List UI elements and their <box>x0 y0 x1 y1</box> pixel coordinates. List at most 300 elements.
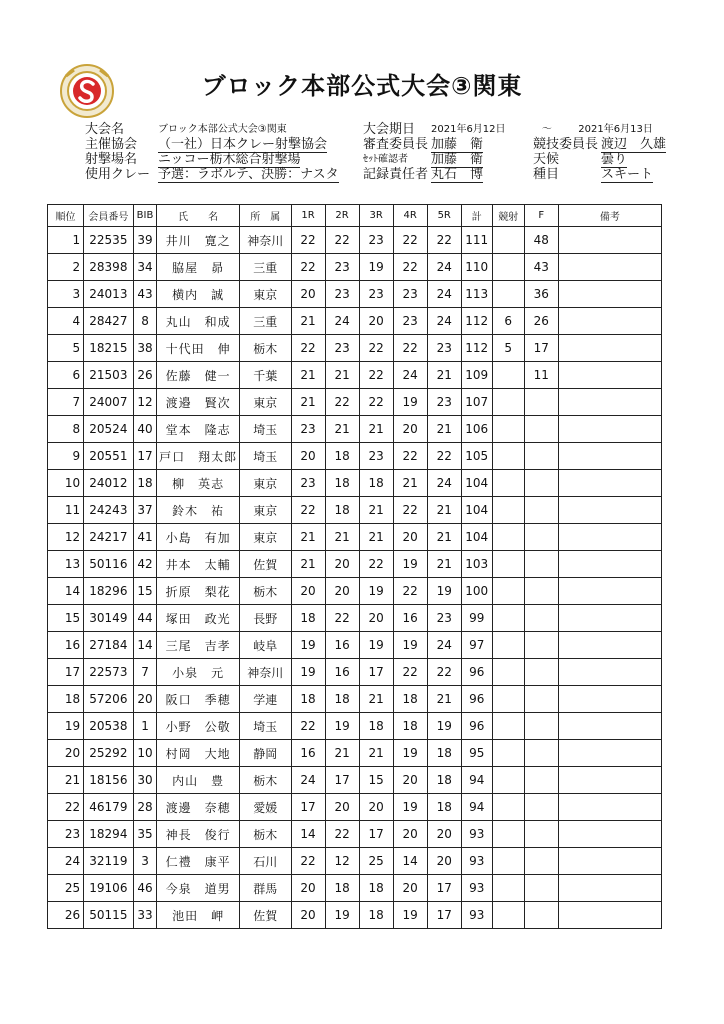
member-number-cell: 57206 <box>84 686 134 713</box>
round-4-cell: 22 <box>393 254 427 281</box>
total-cell: 100 <box>461 578 492 605</box>
total-cell: 110 <box>461 254 492 281</box>
round-5-cell: 20 <box>427 821 461 848</box>
name-cell: 仁禮 康平 <box>157 848 240 875</box>
bib-cell: 44 <box>133 605 157 632</box>
total-cell: 105 <box>461 443 492 470</box>
total-cell: 97 <box>461 632 492 659</box>
round-1-cell: 16 <box>291 740 325 767</box>
affiliation-cell: 三重 <box>239 308 291 335</box>
bib-cell: 7 <box>133 659 157 686</box>
round-3-cell: 21 <box>359 416 393 443</box>
bib-cell: 41 <box>133 524 157 551</box>
table-row <box>48 767 662 794</box>
final-cell <box>524 578 558 605</box>
round-1-cell: 20 <box>291 875 325 902</box>
round-2-cell: 18 <box>325 443 359 470</box>
name-cell: 渡邊 奈穂 <box>157 794 240 821</box>
final-cell <box>524 470 558 497</box>
shootoff-cell: 6 <box>492 308 524 335</box>
remarks-cell <box>558 470 661 497</box>
round-3-cell: 20 <box>359 794 393 821</box>
shootoff-cell <box>492 686 524 713</box>
bib-cell: 39 <box>133 227 157 254</box>
round-4-cell: 20 <box>393 767 427 794</box>
remarks-cell <box>558 740 661 767</box>
total-cell: 93 <box>461 902 492 929</box>
round-4-cell: 21 <box>393 470 427 497</box>
affiliation-cell: 神奈川 <box>239 659 291 686</box>
round-3-cell: 21 <box>359 686 393 713</box>
info-label: 射撃場名 <box>85 152 138 167</box>
remarks-cell <box>558 308 661 335</box>
remarks-cell <box>558 416 661 443</box>
total-cell: 112 <box>461 308 492 335</box>
remarks-cell <box>558 254 661 281</box>
round-5-cell: 24 <box>427 254 461 281</box>
shootoff-cell <box>492 875 524 902</box>
affiliation-cell: 埼玉 <box>239 713 291 740</box>
round-5-cell: 17 <box>427 902 461 929</box>
remarks-cell <box>558 281 661 308</box>
table-row <box>48 902 662 929</box>
final-cell <box>524 821 558 848</box>
round-4-cell: 19 <box>393 389 427 416</box>
member-number-cell: 24243 <box>84 497 134 524</box>
shootoff-cell <box>492 227 524 254</box>
round-2-cell: 19 <box>325 902 359 929</box>
remarks-cell <box>558 902 661 929</box>
round-3-cell: 21 <box>359 497 393 524</box>
affiliation-cell: 学連 <box>239 686 291 713</box>
round-1-cell: 22 <box>291 335 325 362</box>
name-cell: 小島 有加 <box>157 524 240 551</box>
bib-cell: 14 <box>133 632 157 659</box>
round-4-cell: 22 <box>393 443 427 470</box>
round-3-cell: 20 <box>359 605 393 632</box>
table-row <box>48 632 662 659</box>
info-label: 大会名 <box>85 122 125 137</box>
rank-cell: 25 <box>48 875 84 902</box>
round-5-cell: 23 <box>427 335 461 362</box>
round-1-cell: 20 <box>291 281 325 308</box>
rank-cell: 22 <box>48 794 84 821</box>
round-2-cell: 22 <box>325 227 359 254</box>
final-cell <box>524 875 558 902</box>
header-affiliation: 所 属 <box>239 205 291 227</box>
info-right-values <box>601 137 666 182</box>
info-label: 種目 <box>533 167 560 182</box>
rank-cell: 11 <box>48 497 84 524</box>
round-5-cell: 24 <box>427 281 461 308</box>
remarks-cell <box>558 875 661 902</box>
affiliation-cell: 栃木 <box>239 767 291 794</box>
final-cell <box>524 740 558 767</box>
round-1-cell: 24 <box>291 767 325 794</box>
total-cell: 112 <box>461 335 492 362</box>
info-label: 記録責任者 <box>363 167 429 182</box>
round-5-cell: 17 <box>427 875 461 902</box>
shootoff-cell <box>492 551 524 578</box>
round-4-cell: 19 <box>393 740 427 767</box>
organizer: （一社）日本クレー射撃協会 <box>158 137 328 152</box>
table-row <box>48 659 662 686</box>
round-1-cell: 23 <box>291 470 325 497</box>
table-row <box>48 686 662 713</box>
table-row <box>48 794 662 821</box>
rank-cell: 7 <box>48 389 84 416</box>
header-round-5: 5R <box>427 205 461 227</box>
rank-cell: 8 <box>48 416 84 443</box>
total-cell: 104 <box>461 497 492 524</box>
affiliation-cell: 埼玉 <box>239 443 291 470</box>
round-4-cell: 24 <box>393 362 427 389</box>
affiliation-cell: 栃木 <box>239 578 291 605</box>
rank-cell: 6 <box>48 362 84 389</box>
round-2-cell: 18 <box>325 875 359 902</box>
round-5-cell: 21 <box>427 416 461 443</box>
remarks-cell <box>558 794 661 821</box>
total-cell: 96 <box>461 686 492 713</box>
member-number-cell: 50116 <box>84 551 134 578</box>
round-2-cell: 20 <box>325 551 359 578</box>
round-1-cell: 22 <box>291 497 325 524</box>
table-row <box>48 821 662 848</box>
info-left-labels <box>85 122 150 182</box>
bib-cell: 15 <box>133 578 157 605</box>
round-2-cell: 22 <box>325 605 359 632</box>
round-5-cell: 22 <box>427 227 461 254</box>
shootoff-cell <box>492 281 524 308</box>
member-number-cell: 22573 <box>84 659 134 686</box>
round-1-cell: 23 <box>291 416 325 443</box>
round-3-cell: 23 <box>359 443 393 470</box>
table-header-row <box>48 205 662 227</box>
round-3-cell: 19 <box>359 578 393 605</box>
round-5-cell: 18 <box>427 767 461 794</box>
remarks-cell <box>558 335 661 362</box>
total-cell: 99 <box>461 605 492 632</box>
jury-chair: 加藤 衛 <box>431 137 484 152</box>
bib-cell: 33 <box>133 902 157 929</box>
bib-cell: 17 <box>133 443 157 470</box>
rank-cell: 4 <box>48 308 84 335</box>
round-1-cell: 17 <box>291 794 325 821</box>
round-1-cell: 22 <box>291 848 325 875</box>
table-row <box>48 605 662 632</box>
round-5-cell: 21 <box>427 551 461 578</box>
name-cell: 井本 太輔 <box>157 551 240 578</box>
round-5-cell: 22 <box>427 443 461 470</box>
date-separator: ～ <box>541 124 552 135</box>
table-row <box>48 335 662 362</box>
affiliation-cell: 東京 <box>239 497 291 524</box>
date-start: 2021年6月12日 <box>431 124 506 135</box>
round-2-cell: 19 <box>325 713 359 740</box>
final-cell <box>524 713 558 740</box>
round-1-cell: 22 <box>291 227 325 254</box>
round-5-cell: 24 <box>427 308 461 335</box>
round-3-cell: 18 <box>359 902 393 929</box>
round-3-cell: 18 <box>359 875 393 902</box>
round-5-cell: 19 <box>427 713 461 740</box>
total-cell: 96 <box>461 659 492 686</box>
affiliation-cell: 栃木 <box>239 335 291 362</box>
record-keeper: 丸石 博 <box>431 167 484 182</box>
header-round-1: 1R <box>291 205 325 227</box>
shootoff-cell <box>492 362 524 389</box>
remarks-cell <box>558 767 661 794</box>
round-4-cell: 22 <box>393 578 427 605</box>
round-2-cell: 18 <box>325 497 359 524</box>
remarks-cell <box>558 713 661 740</box>
round-2-cell: 12 <box>325 848 359 875</box>
rank-cell: 23 <box>48 821 84 848</box>
round-5-cell: 18 <box>427 740 461 767</box>
shootoff-cell <box>492 794 524 821</box>
round-3-cell: 17 <box>359 821 393 848</box>
round-3-cell: 22 <box>359 389 393 416</box>
member-number-cell: 21503 <box>84 362 134 389</box>
round-1-cell: 21 <box>291 308 325 335</box>
results-table <box>47 204 662 929</box>
date-end: 2021年6月13日 <box>578 124 653 135</box>
round-2-cell: 20 <box>325 794 359 821</box>
round-1-cell: 21 <box>291 389 325 416</box>
name-cell: 脇屋 昴 <box>157 254 240 281</box>
rank-cell: 17 <box>48 659 84 686</box>
total-cell: 94 <box>461 794 492 821</box>
round-4-cell: 23 <box>393 281 427 308</box>
table-row <box>48 524 662 551</box>
round-4-cell: 18 <box>393 713 427 740</box>
table-row <box>48 308 662 335</box>
member-number-cell: 20551 <box>84 443 134 470</box>
header-round-4: 4R <box>393 205 427 227</box>
total-cell: 93 <box>461 848 492 875</box>
rank-cell: 14 <box>48 578 84 605</box>
name-cell: 堂本 隆志 <box>157 416 240 443</box>
total-cell: 104 <box>461 524 492 551</box>
total-cell: 93 <box>461 875 492 902</box>
bib-cell: 40 <box>133 416 157 443</box>
round-5-cell: 24 <box>427 632 461 659</box>
member-number-cell: 24217 <box>84 524 134 551</box>
name-cell: 十代田 伸 <box>157 335 240 362</box>
name-cell: 阪口 季穂 <box>157 686 240 713</box>
round-2-cell: 22 <box>325 821 359 848</box>
bib-cell: 35 <box>133 821 157 848</box>
round-4-cell: 22 <box>393 335 427 362</box>
name-cell: 折原 梨花 <box>157 578 240 605</box>
remarks-cell <box>558 524 661 551</box>
event-name: ブロック本部公式大会③関東 <box>158 124 287 135</box>
final-cell <box>524 767 558 794</box>
bib-cell: 30 <box>133 767 157 794</box>
affiliation-cell: 愛媛 <box>239 794 291 821</box>
round-4-cell: 22 <box>393 227 427 254</box>
header-remarks: 備考 <box>558 205 661 227</box>
rank-cell: 24 <box>48 848 84 875</box>
table-row <box>48 470 662 497</box>
affiliation-cell: 三重 <box>239 254 291 281</box>
final-cell <box>524 389 558 416</box>
name-cell: 小野 公敬 <box>157 713 240 740</box>
rank-cell: 10 <box>48 470 84 497</box>
competition-chair: 渡辺 久雄 <box>601 137 667 152</box>
name-cell: 神長 俊行 <box>157 821 240 848</box>
round-5-cell: 23 <box>427 605 461 632</box>
round-5-cell: 24 <box>427 470 461 497</box>
info-label: 大会期日 <box>363 122 416 137</box>
final-cell <box>524 686 558 713</box>
info-label: 天候 <box>533 152 560 167</box>
member-number-cell: 32119 <box>84 848 134 875</box>
round-1-cell: 22 <box>291 254 325 281</box>
remarks-cell <box>558 605 661 632</box>
shootoff-cell <box>492 443 524 470</box>
member-number-cell: 24013 <box>84 281 134 308</box>
remarks-cell <box>558 389 661 416</box>
name-cell: 柳 英志 <box>157 470 240 497</box>
info-left-values <box>158 122 339 182</box>
round-2-cell: 21 <box>325 524 359 551</box>
round-3-cell: 18 <box>359 470 393 497</box>
affiliation-cell: 佐賀 <box>239 551 291 578</box>
affiliation-cell: 東京 <box>239 470 291 497</box>
name-cell: 佐藤 健一 <box>157 362 240 389</box>
round-1-cell: 14 <box>291 821 325 848</box>
table-row <box>48 578 662 605</box>
weather: 曇り <box>601 152 628 167</box>
name-cell: 塚田 政光 <box>157 605 240 632</box>
round-4-cell: 14 <box>393 848 427 875</box>
round-4-cell: 22 <box>393 659 427 686</box>
round-4-cell: 16 <box>393 605 427 632</box>
bib-cell: 20 <box>133 686 157 713</box>
member-number-cell: 30149 <box>84 605 134 632</box>
round-3-cell: 21 <box>359 524 393 551</box>
table-row <box>48 389 662 416</box>
bib-cell: 12 <box>133 389 157 416</box>
remarks-cell <box>558 848 661 875</box>
round-2-cell: 21 <box>325 740 359 767</box>
table-row <box>48 713 662 740</box>
bib-cell: 43 <box>133 281 157 308</box>
round-4-cell: 23 <box>393 308 427 335</box>
rank-cell: 16 <box>48 632 84 659</box>
table-row <box>48 740 662 767</box>
final-cell: 43 <box>524 254 558 281</box>
final-cell <box>524 443 558 470</box>
round-4-cell: 20 <box>393 875 427 902</box>
venue: ニッコー栃木総合射撃場 <box>158 152 301 167</box>
bib-cell: 18 <box>133 470 157 497</box>
rank-cell: 2 <box>48 254 84 281</box>
final-cell <box>524 848 558 875</box>
rank-cell: 3 <box>48 281 84 308</box>
name-cell: 村岡 大地 <box>157 740 240 767</box>
shootoff-cell <box>492 632 524 659</box>
rank-cell: 5 <box>48 335 84 362</box>
remarks-cell <box>558 227 661 254</box>
table-row <box>48 281 662 308</box>
remarks-cell <box>558 686 661 713</box>
round-1-cell: 21 <box>291 551 325 578</box>
name-cell: 丸山 和成 <box>157 308 240 335</box>
header-bib: BIB <box>133 205 157 227</box>
remarks-cell <box>558 497 661 524</box>
round-3-cell: 22 <box>359 551 393 578</box>
rank-cell: 20 <box>48 740 84 767</box>
round-5-cell: 18 <box>427 794 461 821</box>
name-cell: 池田 岬 <box>157 902 240 929</box>
round-1-cell: 21 <box>291 362 325 389</box>
member-number-cell: 18156 <box>84 767 134 794</box>
affiliation-cell: 東京 <box>239 281 291 308</box>
shootoff-cell <box>492 848 524 875</box>
round-4-cell: 22 <box>393 497 427 524</box>
name-cell: 井川 寛之 <box>157 227 240 254</box>
member-number-cell: 20538 <box>84 713 134 740</box>
shootoff-cell <box>492 902 524 929</box>
shootoff-cell: 5 <box>492 335 524 362</box>
round-4-cell: 20 <box>393 416 427 443</box>
round-3-cell: 19 <box>359 254 393 281</box>
shootoff-cell <box>492 416 524 443</box>
header-name: 氏 名 <box>157 205 240 227</box>
final-cell <box>524 902 558 929</box>
name-cell: 三尾 吉孝 <box>157 632 240 659</box>
rank-cell: 19 <box>48 713 84 740</box>
table-row <box>48 443 662 470</box>
round-5-cell: 19 <box>427 578 461 605</box>
member-number-cell: 24007 <box>84 389 134 416</box>
total-cell: 111 <box>461 227 492 254</box>
affiliation-cell: 栃木 <box>239 821 291 848</box>
table-row <box>48 254 662 281</box>
round-5-cell: 21 <box>427 497 461 524</box>
round-4-cell: 19 <box>393 794 427 821</box>
affiliation-cell: 神奈川 <box>239 227 291 254</box>
total-cell: 103 <box>461 551 492 578</box>
round-1-cell: 21 <box>291 524 325 551</box>
member-number-cell: 27184 <box>84 632 134 659</box>
total-cell: 95 <box>461 740 492 767</box>
member-number-cell: 28398 <box>84 254 134 281</box>
final-cell <box>524 605 558 632</box>
round-4-cell: 20 <box>393 524 427 551</box>
table-row <box>48 497 662 524</box>
final-cell <box>524 659 558 686</box>
rank-cell: 18 <box>48 686 84 713</box>
round-2-cell: 16 <box>325 659 359 686</box>
round-5-cell: 21 <box>427 686 461 713</box>
round-1-cell: 19 <box>291 659 325 686</box>
round-3-cell: 22 <box>359 362 393 389</box>
shootoff-cell <box>492 605 524 632</box>
round-2-cell: 23 <box>325 335 359 362</box>
total-cell: 107 <box>461 389 492 416</box>
header-round-3: 3R <box>359 205 393 227</box>
remarks-cell <box>558 632 661 659</box>
round-2-cell: 23 <box>325 281 359 308</box>
total-cell: 106 <box>461 416 492 443</box>
affiliation-cell: 長野 <box>239 605 291 632</box>
round-3-cell: 21 <box>359 740 393 767</box>
affiliation-cell: 石川 <box>239 848 291 875</box>
bib-cell: 10 <box>133 740 157 767</box>
